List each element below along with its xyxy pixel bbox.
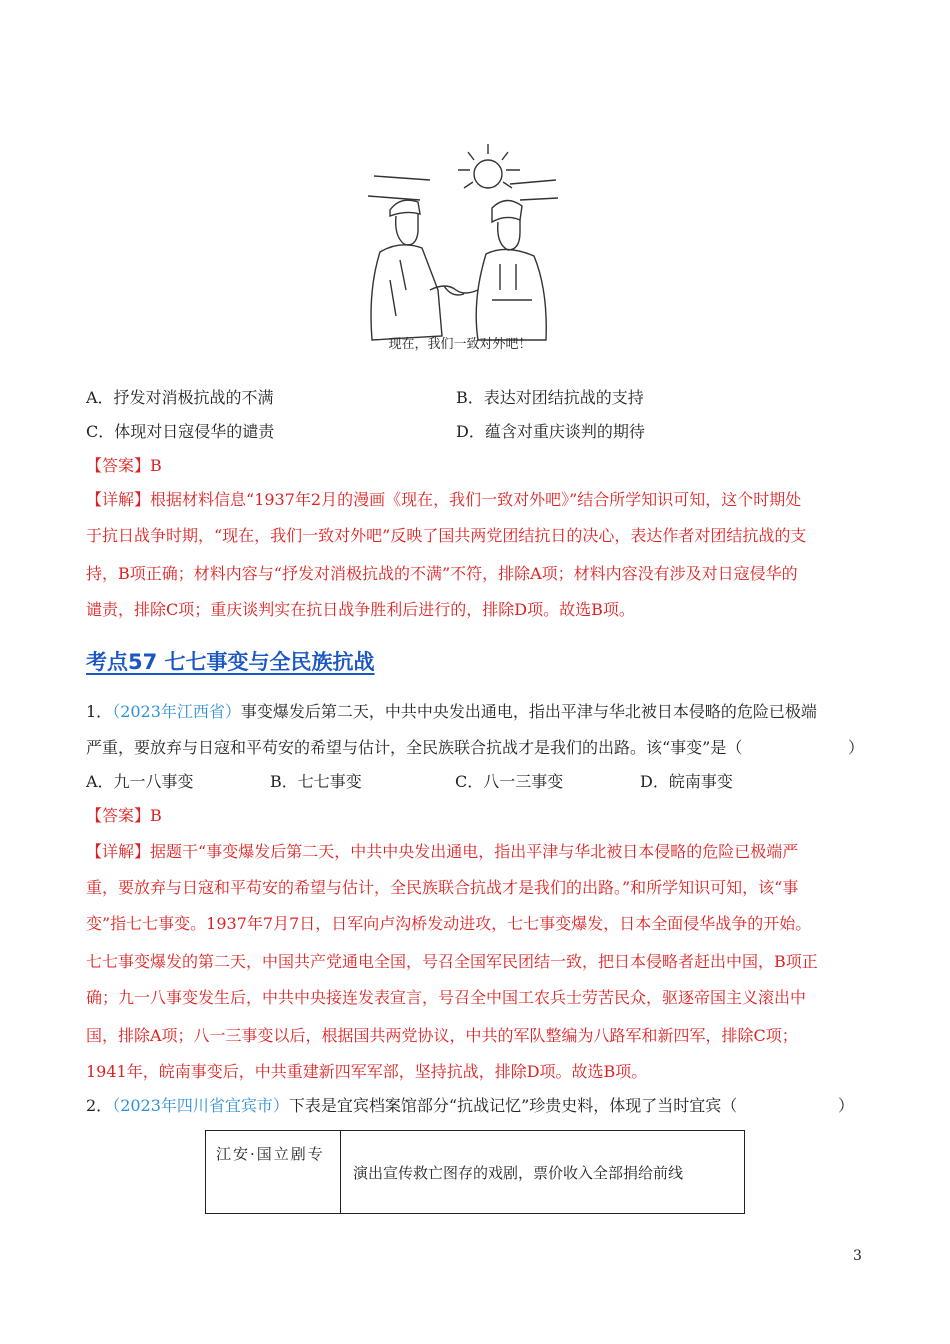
q1-detail-line-6: 国，排除A项；八一三事变以后，根据国共两党协议，中共的军队整编为八路军和新四军，排除C项； bbox=[86, 1026, 798, 1045]
option-b: B．表达对团结抗战的支持 bbox=[456, 388, 644, 407]
q1-paren-close: ） bbox=[847, 738, 864, 757]
q1-detail-label: 【详解】 bbox=[86, 842, 151, 861]
q2-paren-close: ） bbox=[838, 1096, 855, 1115]
q1-detail-line-4: 七七事变爆发的第二天，中国共产党通电全国，号召全国军民团结一致，把日本侵略者赶出中国，B项正 bbox=[86, 952, 818, 971]
q1-detail-line-7: 1941年，皖南事变后，中共重建新四军军部，坚持抗战，排除D项。故选B项。 bbox=[86, 1062, 648, 1081]
answer-value: B bbox=[150, 456, 162, 475]
q1-option-b: B．七七事变 bbox=[270, 772, 362, 791]
archive-table bbox=[205, 1130, 745, 1214]
q1-option-a: A．九一八事变 bbox=[86, 772, 194, 791]
q1-answer-label: 【答案】 bbox=[86, 806, 151, 825]
table-cell-description bbox=[341, 1131, 744, 1213]
option-d: D．蕴含对重庆谈判的期待 bbox=[456, 422, 645, 441]
page-number: 3 bbox=[853, 1248, 862, 1264]
q2-source: （2023年四川省宜宾市） bbox=[112, 1096, 289, 1115]
q1-stem-line-1 bbox=[86, 702, 817, 722]
q1-detail-line-3: 变”指七七事变。1937年7月7日，日军向卢沟桥发动进攻，七七事变爆发，日本全面侵华战争的开始。 bbox=[86, 914, 812, 933]
detail-line-2: 于抗日战争时期，“现在，我们一致对外吧”反映了国共两党团结抗日的决心，表达作者对团结抗战的支 bbox=[86, 526, 807, 545]
q1-source: （2023年江西省） bbox=[112, 702, 241, 721]
detail-line-3: 持，B项正确；材料内容与“抒发对消极抗战的不满”不符，排除A项；材料内容没有涉及对日寇侵华的 bbox=[86, 564, 798, 583]
detail-label: 【详解】 bbox=[86, 490, 151, 509]
q1-detail-line-1 bbox=[86, 842, 798, 862]
answer-label: 【答案】 bbox=[86, 456, 151, 475]
q1-answer-line bbox=[86, 806, 162, 826]
cartoon-handshake-illustration bbox=[360, 140, 560, 356]
q1-stem-text-2: 严重，要放弃与日寇和平苟安的希望与估计，全民族联合抗战才是我们的出路。该“事变”是（ bbox=[86, 738, 743, 757]
q2-number: 2． bbox=[86, 1096, 113, 1115]
q1-number: 1． bbox=[86, 702, 113, 721]
answer-line bbox=[86, 456, 162, 476]
table-cell-school: 江安·国立剧专 bbox=[206, 1131, 341, 1213]
option-c: C．体现对日寇侵华的谴责 bbox=[86, 422, 275, 441]
q1-detail-line-5: 确；九一八事变发生后，中共中央接连发表宣言，号召全中国工农兵士劳苦民众，驱逐帝国主义滚出中 bbox=[86, 988, 807, 1007]
q1-detail-line-2: 重，要放弃与日寇和平苟安的希望与估计，全民族联合抗战才是我们的出路。”和所学知识可知，该“事 bbox=[86, 878, 799, 897]
illustration-caption: 现在，我们一致对外吧！ bbox=[388, 337, 532, 352]
detail-line-1 bbox=[86, 490, 801, 510]
q1-option-c: C．八一三事变 bbox=[455, 772, 564, 791]
section-heading: 考点57 七七事变与全民族抗战 bbox=[86, 650, 375, 674]
q2-stem-text: 下表是宜宾档案馆部分“抗战记忆”珍贵史料，体现了当时宜宾（ bbox=[288, 1096, 738, 1115]
q2-stem-line bbox=[86, 1096, 737, 1116]
detail-text: 根据材料信息“1937年2月的漫画《现在，我们一致对外吧》”结合所学知识可知，这个时期处 bbox=[150, 490, 802, 509]
q1-stem-line-2 bbox=[86, 738, 864, 758]
q1-stem-text-1: 事变爆发后第二天，中共中央发出通电，指出平津与华北被日本侵略的危险已极端 bbox=[240, 702, 817, 721]
table-cell-description-text: 演出宣传救亡图存的戏剧，票价收入全部捐给前线 bbox=[353, 1163, 684, 1182]
q1-option-d: D．皖南事变 bbox=[640, 772, 733, 791]
q1-detail-text: 据题干“事变爆发后第二天，中共中央发出通电，指出平津与华北被日本侵略的危险已极端严 bbox=[150, 842, 799, 861]
q1-answer-value: B bbox=[150, 806, 162, 825]
option-a: A．抒发对消极抗战的不满 bbox=[86, 388, 274, 407]
detail-line-4: 谴责，排除C项；重庆谈判实在抗日战争胜利后进行的，排除D项。故选B项。 bbox=[86, 600, 635, 619]
